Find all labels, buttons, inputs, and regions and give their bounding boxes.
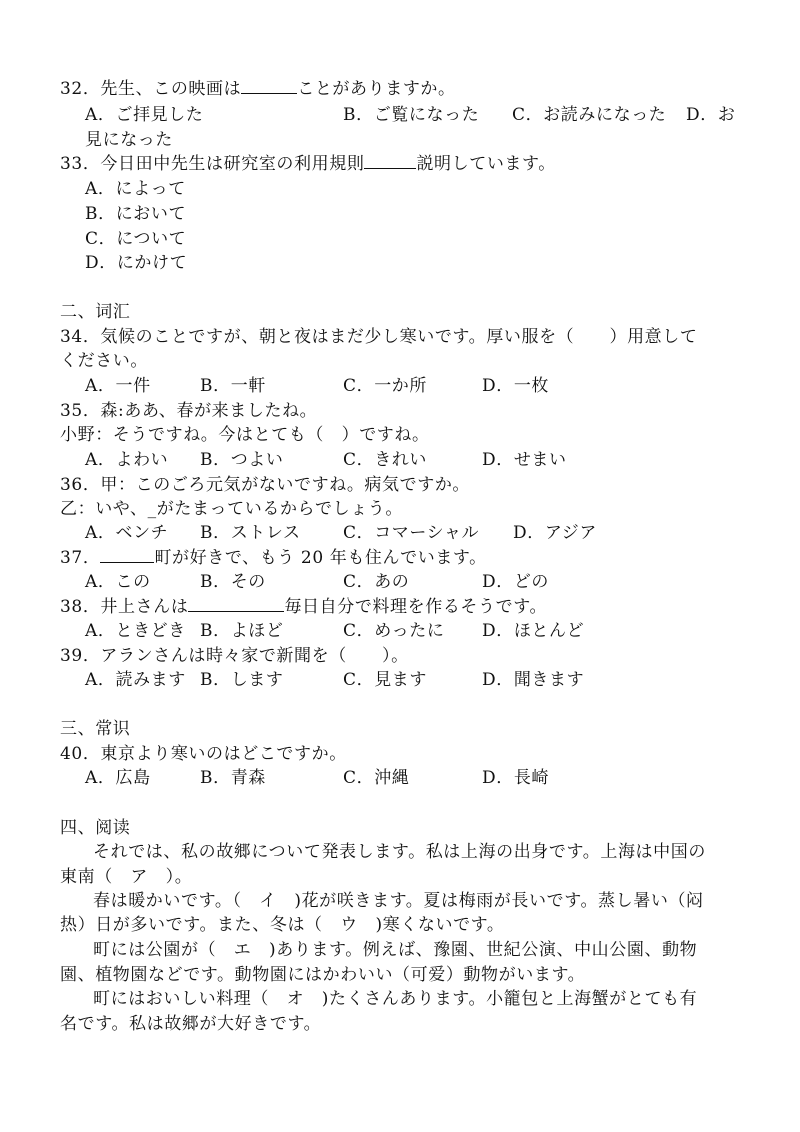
q39-option-d: D．聞きます (482, 670, 585, 690)
q37-option-b: B．その (200, 572, 266, 592)
reading-paragraph-3: 町には公園が（ エ )あります。例えば、豫園、世紀公演、中山公園、動物 (93, 940, 698, 960)
q40-option-a: A．広島 (85, 768, 151, 788)
answer-blank (188, 596, 284, 612)
q39-option-a: A．読みます (85, 670, 186, 690)
q34-option-c: C．一か所 (343, 376, 428, 396)
answer-blank (364, 153, 416, 169)
q34-stem-cont: ください。 (60, 351, 148, 371)
q33-stem (60, 153, 556, 175)
section-title-reading: 四、阅读 (60, 818, 131, 838)
q32-option-a: A．ご拝見した (85, 105, 204, 125)
q35-option-a: A．よわい (85, 450, 169, 470)
q40-stem: 40．東京より寒いのはどこですか。 (60, 744, 347, 764)
q32-option-d-cont: 見になった (85, 130, 173, 150)
q35-line-2: 小野：そうですね。今はとても（ ）ですね。 (60, 425, 430, 445)
q39-option-c: C．見ます (343, 670, 428, 690)
q37-stem-text-end: 町が好きで、もう 20 年も住んでいます。 (154, 548, 487, 568)
q38-stem-text-end: 毎日自分で料理を作るそうです。 (284, 597, 548, 617)
q36-option-a: A．ベンチ (85, 523, 169, 543)
q38-option-b: B．よほど (200, 621, 284, 641)
q36-line-2: 乙：いや、_がたまっているからでしょう。 (60, 499, 403, 519)
q33-option-c: C．について (85, 229, 187, 249)
q37-stem-text: 37． (60, 548, 101, 568)
reading-paragraph-2: 春は暖かいです。（ イ )花が咲きます。夏は梅雨が長いです。蒸し暑い（闷 (93, 891, 704, 911)
q38-option-a: A．ときどき (85, 621, 186, 641)
q39-option-b: B．します (200, 670, 284, 690)
q35-line-1: 35．森:ああ、春が来ましたね。 (60, 401, 318, 421)
q38-option-c: C．めったに (343, 621, 445, 641)
q35-option-d: D．せまい (482, 450, 567, 470)
reading-paragraph-2-cont: 热）日が多いです。また、冬は（ ウ )寒くないです。 (60, 915, 505, 935)
q37-option-a: A．この (85, 572, 151, 592)
q32-option-d: D．お (686, 105, 736, 125)
q38-stem (60, 596, 547, 618)
q34-stem: 34．気候のことですが、朝と夜はまだ少し寒いです。厚い服を（ ）用意して (60, 327, 698, 347)
q36-line-1: 36．甲：このごろ元気がないですね。病気ですか。 (60, 475, 471, 495)
q35-option-b: B．つよい (200, 450, 284, 470)
reading-paragraph-4: 町にはおいしい料理（ オ )たくさんあります。小籠包と上海蟹がとても有 (93, 989, 698, 1009)
q37-option-c: C．あの (343, 572, 410, 592)
q32-stem-text-end: ことがありますか。 (297, 79, 456, 99)
q32-option-c: C．お読みになった (512, 105, 667, 125)
q32-stem (60, 78, 456, 100)
q38-option-d: D．ほとんど (482, 621, 585, 641)
q36-option-b: B．ストレス (200, 523, 301, 543)
q39-stem: 39．アランさんは時々家で新聞を（ ）。 (60, 646, 409, 666)
reading-paragraph-1: それでは、私の故郷について発表します。私は上海の出身です。上海は中国の (93, 842, 706, 862)
q34-option-d: D．一枚 (482, 376, 550, 396)
section-title-common-sense: 三、常识 (60, 719, 131, 739)
q40-option-c: C．沖縄 (343, 768, 410, 788)
q32-stem-text: 32．先生、この映画は (60, 79, 242, 99)
q33-stem-text: 33．今日田中先生は研究室の利用規則 (60, 154, 365, 174)
q33-option-d: D．にかけて (85, 253, 188, 273)
q37-option-d: D．どの (482, 572, 550, 592)
q32-option-b: B．ご覧になった (343, 105, 480, 125)
section-title-vocabulary: 二、词汇 (60, 302, 131, 322)
q33-option-a: A．によって (85, 179, 186, 199)
q33-stem-text-end: 説明しています。 (416, 154, 556, 174)
q34-option-a: A．一件 (85, 376, 151, 396)
reading-paragraph-1-cont: 東南（ ア ）。 (60, 867, 193, 887)
q34-option-b: B．一軒 (200, 376, 266, 396)
q36-option-c: C．コマーシャル (343, 523, 480, 543)
q37-stem (60, 547, 487, 569)
q38-stem-text: 38．井上さんは (60, 597, 189, 617)
q36-option-d: D．アジア (513, 523, 597, 543)
reading-paragraph-4-cont: 名です。私は故郷が大好きです。 (60, 1014, 322, 1034)
q40-option-b: B．青森 (200, 768, 266, 788)
reading-paragraph-3-cont: 園、植物園などです。動物園にはかわいい（可爱）動物がいます。 (60, 965, 586, 985)
q33-option-b: B．において (85, 204, 187, 224)
answer-blank (100, 547, 154, 563)
q35-option-c: C．きれい (343, 450, 428, 470)
q40-option-d: D．長崎 (482, 768, 550, 788)
answer-blank (241, 78, 297, 94)
